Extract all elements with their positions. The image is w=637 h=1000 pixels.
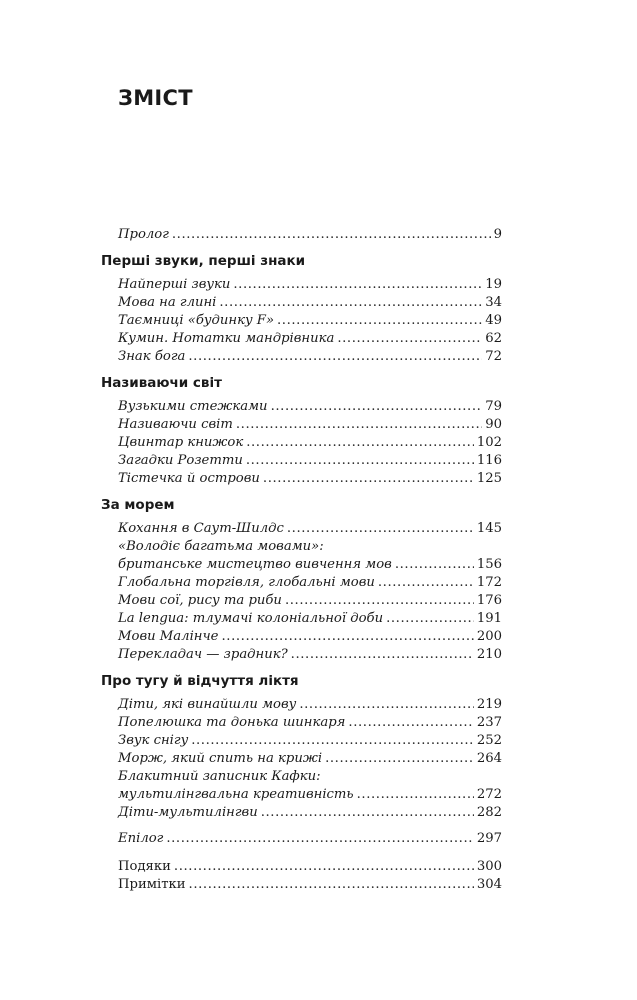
toc-entry-label: Глобальна торгівля, глобальні мови (118, 575, 375, 590)
toc-entry-page: 300 (476, 859, 502, 874)
toc-entry-page: 176 (476, 593, 502, 608)
toc-entry-page: 252 (476, 733, 502, 748)
toc-entry-page: 72 (485, 349, 502, 364)
toc-entry-prologue[interactable] (118, 227, 502, 242)
toc-entry-page: 304 (476, 877, 502, 892)
toc-entry[interactable] (118, 715, 502, 730)
toc-entry-page: 116 (476, 453, 502, 468)
dot-leader (174, 859, 474, 874)
toc-entry-page: 237 (476, 715, 502, 730)
toc-entry[interactable] (118, 733, 502, 748)
section-heading: Називаючи світ (101, 375, 222, 391)
dot-leader (261, 805, 474, 820)
dot-leader (271, 399, 483, 414)
dot-leader (236, 417, 482, 432)
dot-leader (285, 593, 474, 608)
toc-entry-label: Кохання в Саут-Шилдс (118, 521, 284, 536)
toc-entry[interactable] (118, 417, 502, 432)
toc-entry-page: 191 (476, 611, 502, 626)
toc-entry[interactable] (118, 647, 502, 662)
toc-entry-page: 219 (476, 697, 502, 712)
dot-leader (325, 751, 474, 766)
section-heading: Про тугу й відчуття ліктя (101, 673, 299, 689)
toc-entry-label: Подяки (118, 859, 171, 874)
toc-entry-label: Кумин. Нотатки мандрівника (118, 331, 335, 346)
toc-entry[interactable] (118, 805, 502, 820)
toc-entry-page: 272 (476, 787, 502, 802)
toc-entry[interactable] (118, 435, 502, 450)
dot-leader (221, 629, 473, 644)
dot-leader (337, 331, 482, 346)
toc-entry[interactable] (118, 277, 502, 292)
toc-entry-page: 125 (476, 471, 502, 486)
toc-entry-label: Попелюшка та донька шинкаря (118, 715, 346, 730)
dot-leader (263, 471, 474, 486)
toc-entry[interactable] (118, 399, 502, 414)
toc-entry-label: Мови Малінче (118, 629, 219, 644)
toc-entry[interactable] (118, 313, 502, 328)
dot-leader (277, 313, 482, 328)
toc-entry-page: 90 (485, 417, 502, 432)
dot-leader (287, 521, 474, 536)
section-heading: Перші звуки, перші знаки (101, 253, 306, 269)
toc-entry-label: Цвинтар книжок (118, 435, 244, 450)
section-heading: За морем (101, 497, 175, 513)
toc-entry[interactable] (118, 521, 502, 536)
toc-entry-label: британське мистецтво вивчення мов (118, 557, 392, 572)
toc-entry[interactable] (118, 575, 502, 590)
toc-entry-page: 49 (485, 313, 502, 328)
toc-entry-label: Мови сої, рису та риби (118, 593, 282, 608)
dot-leader (246, 453, 474, 468)
page-title: ЗМІСТ (118, 86, 193, 110)
toc-entry-acknowledgements[interactable] (118, 859, 502, 874)
toc-entry[interactable] (118, 593, 502, 608)
dot-leader (188, 349, 482, 364)
toc-entry[interactable] (118, 295, 502, 310)
dot-leader (246, 435, 474, 450)
dot-leader (299, 697, 474, 712)
toc-entry-label: Перекладач — зрадник? (118, 647, 288, 662)
toc-entry-label: Тістечка й острови (118, 471, 260, 486)
dot-leader (172, 227, 491, 242)
toc-entry-page: 282 (476, 805, 502, 820)
toc-entry-page: 264 (476, 751, 502, 766)
toc-entry-page: 210 (476, 647, 502, 662)
toc-entry-label: Мова на глині (118, 295, 217, 310)
toc-entry-page: 19 (485, 277, 502, 292)
dot-leader (233, 277, 482, 292)
toc-entry-label-line1: Блакитний записник Кафки: (118, 769, 321, 784)
toc-entry-notes[interactable] (118, 877, 502, 892)
toc-entry-label: мультилінгвальна креативність (118, 787, 354, 802)
toc-entry-label: Примітки (118, 877, 186, 892)
toc-entry-label: La lengua: тлумачі колоніальної доби (118, 611, 384, 626)
toc-entry[interactable] (118, 751, 502, 766)
toc-entry-page: 200 (476, 629, 502, 644)
toc-entry-label: Найперші звуки (118, 277, 231, 292)
dot-leader (357, 787, 474, 802)
toc-entry[interactable] (118, 697, 502, 712)
toc-entry[interactable] (118, 629, 502, 644)
toc-entry-label: Вузькими стежками (118, 399, 268, 414)
toc-entry-label: Загадки Розетти (118, 453, 243, 468)
dot-leader (348, 715, 473, 730)
toc-entry-label: Знак бога (118, 349, 186, 364)
toc-entry-page: 297 (476, 831, 502, 846)
toc-entry[interactable] (118, 611, 502, 626)
toc-entry-label: Морж, який спить на крижі (118, 751, 323, 766)
dot-leader (166, 831, 473, 846)
toc-entry-label: Таємниці «будинку F» (118, 313, 275, 328)
toc-entry[interactable] (118, 331, 502, 346)
toc-entry-label: Епілог (118, 831, 164, 846)
toc-entry[interactable] (118, 557, 502, 572)
toc-entry-epilogue[interactable] (118, 831, 502, 846)
toc-entry-label: Звук снігу (118, 733, 189, 748)
dot-leader (395, 557, 474, 572)
toc-entry[interactable] (118, 471, 502, 486)
toc-entry-label: Пролог (118, 227, 169, 242)
toc-entry-label: Називаючи світ (118, 417, 233, 432)
dot-leader (189, 877, 474, 892)
dot-leader (291, 647, 474, 662)
toc-entry-page: 9 (493, 227, 502, 242)
toc-entry-page: 145 (476, 521, 502, 536)
toc-entry-page: 62 (485, 331, 502, 346)
toc-entry-label: Діти, які винайшли мову (118, 697, 297, 712)
toc-entry-page: 102 (476, 435, 502, 450)
dot-leader (378, 575, 474, 590)
toc-entry[interactable] (118, 453, 502, 468)
toc-entry-page: 156 (476, 557, 502, 572)
toc-entry[interactable] (118, 787, 502, 802)
toc-entry-page: 172 (476, 575, 502, 590)
toc-entry-page: 79 (485, 399, 502, 414)
toc-entry-label: Діти-мультилінгви (118, 805, 258, 820)
toc-entry-page: 34 (485, 295, 502, 310)
dot-leader (191, 733, 474, 748)
dot-leader (219, 295, 482, 310)
toc-entry[interactable] (118, 349, 502, 364)
dot-leader (386, 611, 474, 626)
toc-entry-label-line1: «Володіє багатьма мовами»: (118, 539, 324, 554)
